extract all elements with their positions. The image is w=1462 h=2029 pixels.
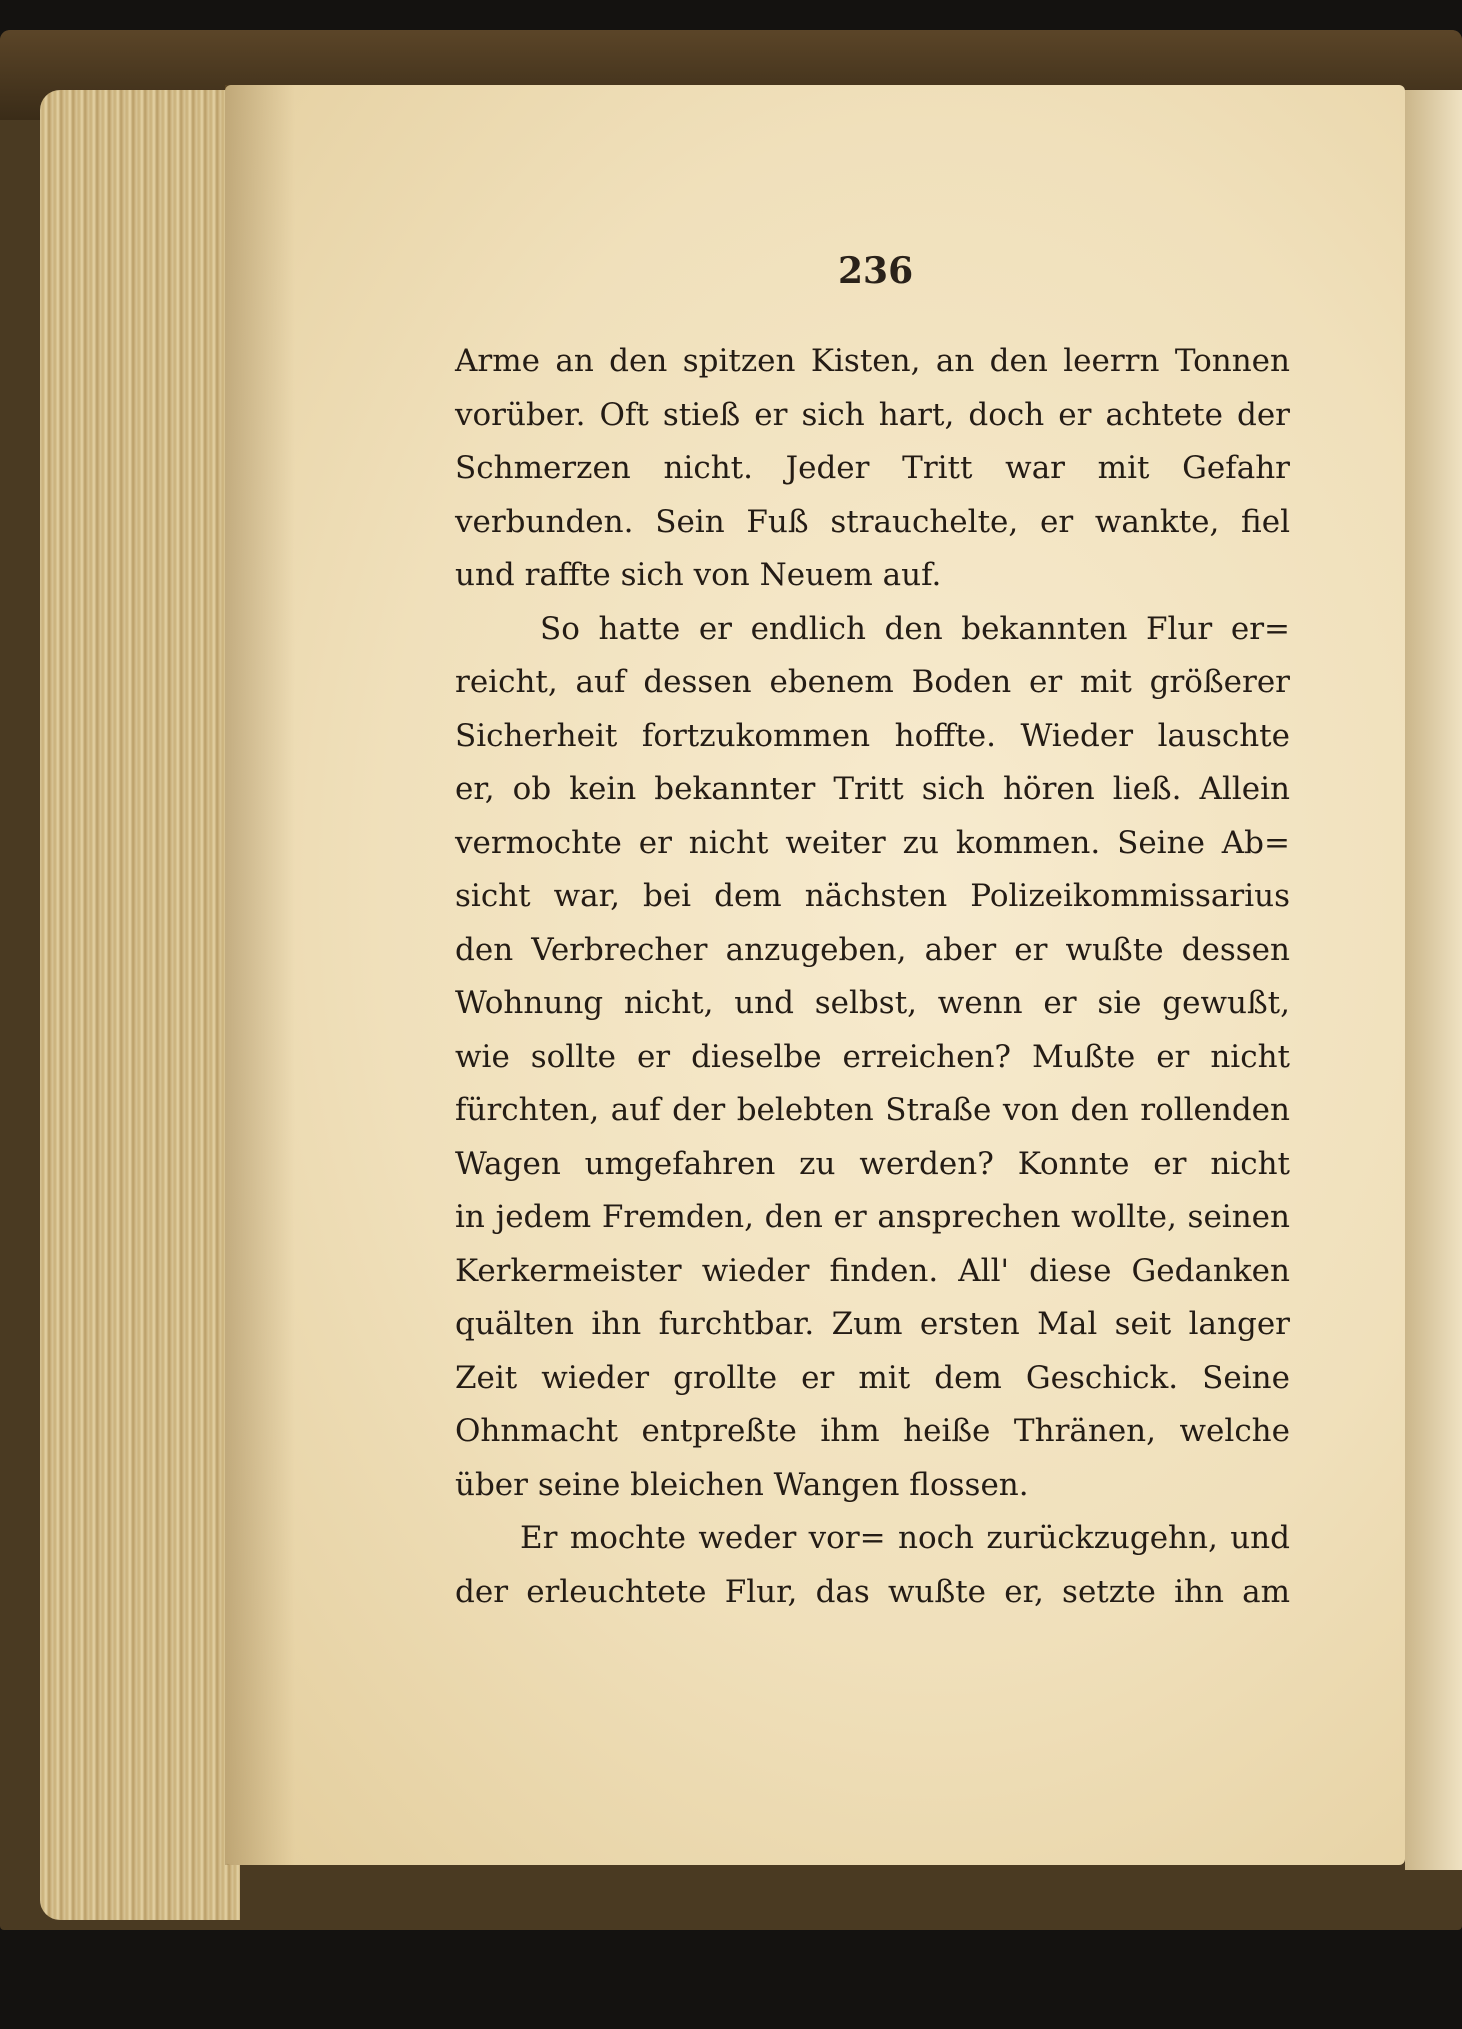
text-line: Sicherheit fortzukommen hoffte. Wieder lauschte (455, 717, 1290, 754)
page-gutter-shadow (225, 85, 295, 1865)
text-line: vermochte er nicht weiter zu kommen. Seine Ab= (455, 824, 1290, 861)
text-line: Ohnmacht entpreßte ihm heiße Thränen, welche (455, 1413, 1290, 1449)
text-line: den Verbrecher anzugeben, aber er wußte dessen (455, 931, 1290, 968)
text-line: verbunden. Sein Fuß strauchelte, er wankte, fiel (455, 503, 1290, 540)
text-line: wie sollte er dieselbe erreichen? Mußte er nicht (455, 1038, 1290, 1075)
body-text (455, 335, 1290, 1619)
text-line: fürchten, auf der belebten Straße von den rollenden (455, 1092, 1290, 1128)
text-line: und raffte sich von Neuem auf. (455, 557, 942, 593)
page-edges (40, 90, 240, 1920)
text-line: Zeit wieder grollte er mit dem Geschick. Seine (455, 1359, 1290, 1396)
text-line: Schmerzen nicht. Jeder Tritt war mit Gefahr (455, 450, 1290, 486)
text-line: Er mochte weder vor= noch zurückzugehn, und (520, 1520, 1290, 1556)
text-line: in jedem Fremden, den er ansprechen wollte, seinen (455, 1199, 1290, 1235)
text-line: der erleuchtete Flur, das wußte er, setzte ihn am (455, 1573, 1290, 1610)
text-line: über seine bleichen Wangen flossen. (455, 1466, 1029, 1503)
text-line: So hatte er endlich den bekannten Flur er= (540, 610, 1290, 647)
page-number: 236 (838, 250, 914, 292)
text-line: vorüber. Oft stieß er sich hart, doch er achtete der (455, 396, 1290, 433)
text-line: Wohnung nicht, und selbst, wenn er sie gewußt, (455, 985, 1290, 1021)
facing-page-edge (1405, 90, 1462, 1870)
text-line: Arme an den spitzen Kisten, an den leerrn Tonnen (455, 343, 1290, 379)
text-line: quälten ihn furchtbar. Zum ersten Mal seit langer (455, 1306, 1290, 1342)
text-line: sicht war, bei dem nächsten Polizeikommissarius (455, 878, 1290, 914)
text-line: Kerkermeister wieder finden. All' diese Gedanken (455, 1252, 1290, 1289)
text-line: er, ob kein bekannter Tritt sich hören ließ. Allein (455, 771, 1290, 807)
text-line: Wagen umgefahren zu werden? Konnte er nicht (455, 1145, 1290, 1182)
text-line: reicht, auf dessen ebenem Boden er mit größerer (455, 664, 1290, 700)
